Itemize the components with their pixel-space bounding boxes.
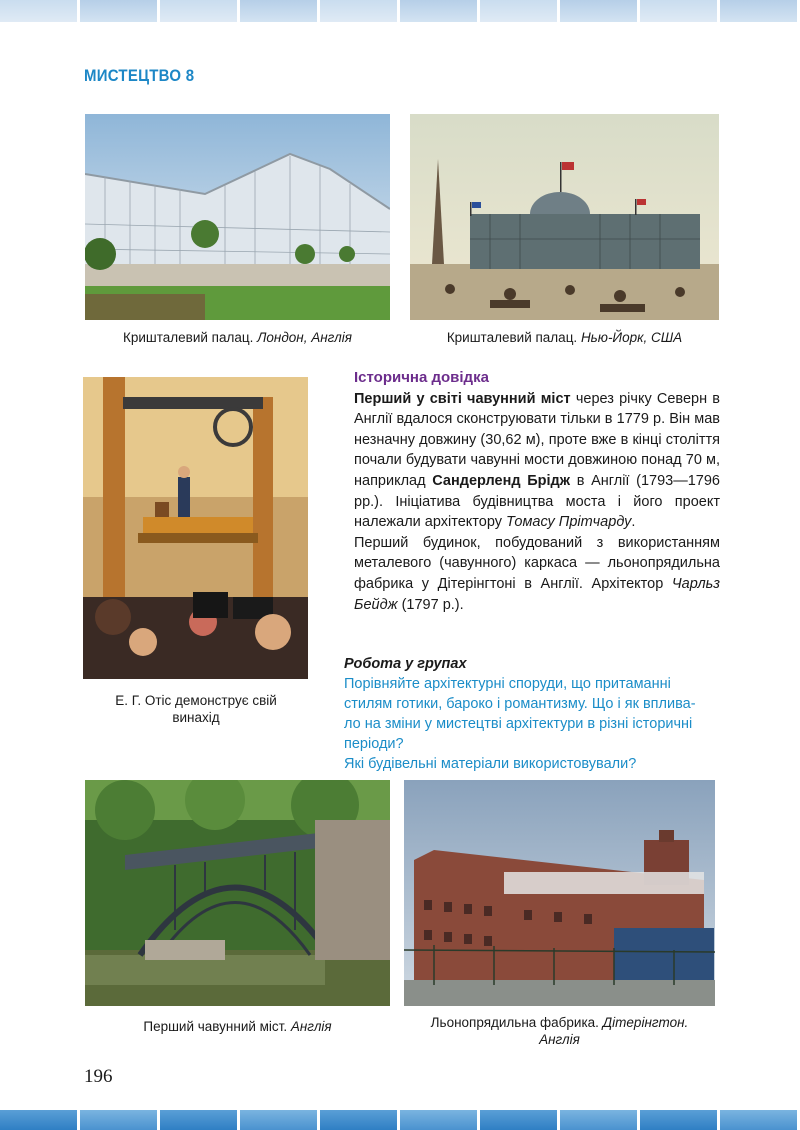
caption-crystal-palace-newyork [410, 329, 719, 346]
group-title: Робота у групах [344, 656, 467, 672]
caption-line [404, 1014, 715, 1031]
caption-text: Перший чавунний міст. [143, 1019, 291, 1034]
caption-crystal-palace-london [85, 329, 390, 346]
top-decorative-band [0, 0, 800, 22]
caption-text: Льонопрядильна фабрика. [430, 1015, 603, 1030]
flax-mill-photo [404, 780, 715, 1006]
caption-text: Кришталевий палац. [123, 330, 258, 345]
caption-otis [72, 692, 320, 726]
info-italic: Чарльз Бейдж [354, 575, 720, 613]
bottom-decorative-band [0, 1110, 800, 1130]
info-text: . [631, 514, 636, 531]
info-bold: Сандерленд Брідж [432, 472, 571, 489]
group-line: Порівняйте архітектурні споруди, що притаманні [344, 676, 671, 692]
caption-line [404, 1031, 715, 1048]
group-work-block [344, 654, 724, 774]
caption-place: Англія [539, 1032, 580, 1047]
crystal-palace-newyork-photo [410, 114, 719, 320]
group-line: стилям готики, бароко і романтизму. Що і як вплива- [344, 696, 696, 712]
info-paragraph-2 [354, 533, 720, 615]
caption-line: Е. Г. Отіс демонструє свій [115, 693, 277, 708]
caption-flax-mill [404, 1014, 715, 1048]
info-text: в Англії (1793—1796 рр.). Ініціатива будівництва моста і його проект належали архітектору [354, 472, 720, 531]
caption-place: Дітерінгтон. [602, 1015, 689, 1030]
caption-line: винахід [172, 710, 220, 725]
group-line: періоди? [344, 736, 404, 752]
info-text: Перший будинок, побудований з використанням металевого (чавунного) каркаса — льонопрядильна фабрика у Дітерінгтоні в Англії. Архітектор [354, 534, 720, 592]
info-italic: Томасу Прітчарду [506, 514, 632, 531]
page-number: 196 [84, 1066, 113, 1087]
historical-info-block [354, 368, 720, 615]
caption-text: Кришталевий палац. [446, 330, 581, 345]
caption-iron-bridge [85, 1018, 390, 1035]
caption-place: Англія [290, 1019, 332, 1034]
caption-place: Лондон, Англія [257, 330, 352, 345]
info-title: Історична довідка [354, 369, 489, 386]
info-text: (1797 р.). [397, 596, 464, 613]
iron-bridge-photo [85, 780, 390, 1006]
info-text: через річку Северн в Англії вдалося сконструювати тільки в 1779 р. Він мав незначну довжину (30,62 м), проте вже в кінці століття почали будувати чавунні мости довжиною понад 70 м, наприклад [354, 390, 721, 489]
group-line: ло на зміни у мистецтві архітектури в різні історичні [344, 716, 693, 732]
caption-place: Нью-Йорк, США [580, 330, 683, 345]
page-header: МИСТЕЦТВО 8 [84, 66, 195, 85]
otis-elevator-painting [83, 377, 308, 679]
crystal-palace-london-photo [85, 114, 390, 320]
info-paragraph-1 [354, 389, 720, 533]
group-line: Які будівельні матеріали використовували? [344, 756, 637, 772]
info-bold: Перший у світі чавунний міст [354, 390, 571, 407]
